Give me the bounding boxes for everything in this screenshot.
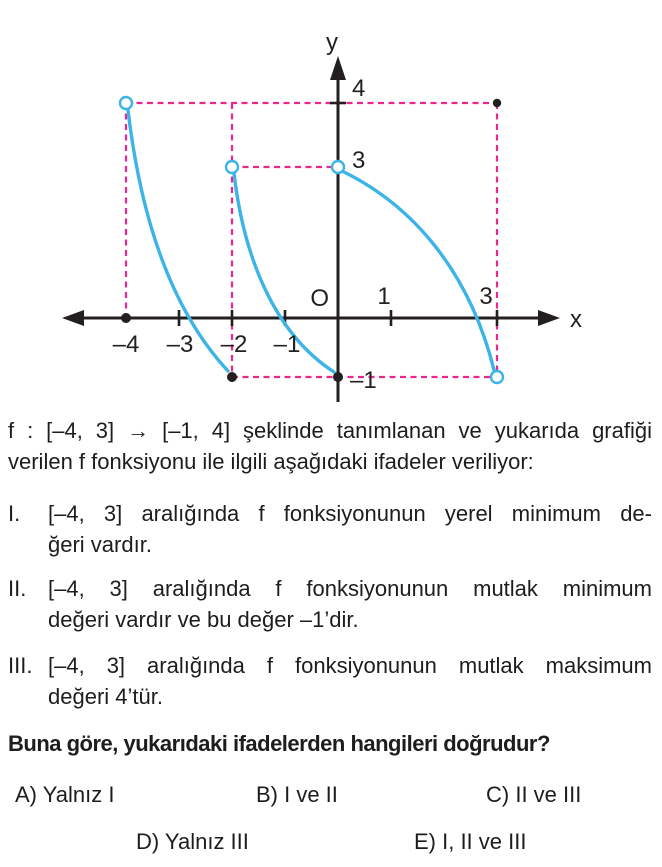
statement-III: [8, 650, 652, 712]
x-tick-label-3: 3: [479, 283, 493, 310]
x-axis-label: x: [570, 306, 582, 333]
closed-point-3-4: [493, 99, 501, 107]
closed-point-minus2-minus1: [227, 372, 237, 382]
function-graph: [0, 0, 662, 405]
y-axis-label: y: [326, 29, 338, 56]
option-d: D) Yalnız III: [136, 829, 249, 854]
statement-II-line-2: değeri vardır ve bu değer –1’dir.: [48, 607, 359, 632]
x-tick-label-minus2: –2: [220, 331, 248, 358]
statement-III-line-1: [–4, 3] aralığında f fonksiyonunun mutlak maksimum: [48, 653, 652, 678]
statement-I-numeral: I.: [8, 501, 21, 526]
x-tick-label-minus1: –1: [273, 331, 301, 358]
closed-point-0-minus1: [333, 372, 343, 382]
y-tick-label-4: 4: [352, 75, 366, 102]
y-tick-label-3: 3: [352, 147, 366, 174]
statement-III-line-2: değeri 4’tür.: [48, 684, 163, 709]
x-tick-label-1: 1: [377, 283, 391, 310]
open-point-minus2-3: [226, 161, 238, 173]
option-e: E) I, II ve III: [414, 829, 527, 854]
function-graph-figure: [0, 0, 662, 405]
x-tick-label-minus3: –3: [166, 331, 194, 358]
graph-labels: [113, 29, 582, 394]
x-axis-left-arrow-icon: [62, 310, 84, 326]
y-tick-label-minus1: –1: [350, 367, 377, 394]
open-point-0-3: [332, 161, 344, 173]
answer-options: [8, 757, 652, 867]
statement-I: [8, 498, 652, 560]
statement-II: [8, 573, 652, 635]
x-axis-right-arrow-icon: [538, 310, 560, 326]
statement-I-line-2: ğeri vardır.: [48, 532, 152, 557]
statement-III-numeral: III.: [8, 653, 33, 678]
option-c: C) II ve III: [486, 782, 582, 807]
problem-statement-line-1: f : [–4, 3] → [–1, 4] şeklinde tanımlanan ve yukarıda grafiği: [8, 418, 652, 443]
origin-label: O: [310, 285, 329, 312]
option-a: A) Yalnız I: [15, 782, 115, 807]
closed-point-minus4-0: [121, 313, 131, 323]
y-axis-arrow-icon: [330, 56, 346, 80]
statement-II-line-1: [–4, 3] aralığında f fonksiyonunun mutlak minimum: [48, 576, 652, 601]
open-point-minus4-4: [120, 97, 132, 109]
question-text: Buna göre, yukarıdaki ifadelerden hangileri doğrudur?: [8, 731, 550, 756]
statement-II-numeral: II.: [8, 576, 27, 601]
curve-branch-3: [342, 171, 494, 370]
statement-I-line-1: [–4, 3] aralığında f fonksiyonunun yerel minimum de-: [48, 501, 652, 526]
problem-statement: [8, 415, 652, 477]
option-b: B) I ve II: [256, 782, 338, 807]
problem-statement-line-2: verilen f fonksiyonu ile ilgili aşağıdaki ifadeler veriliyor:: [8, 449, 534, 474]
x-tick-label-minus4: –4: [112, 331, 140, 358]
open-point-3-minus1: [491, 371, 503, 383]
